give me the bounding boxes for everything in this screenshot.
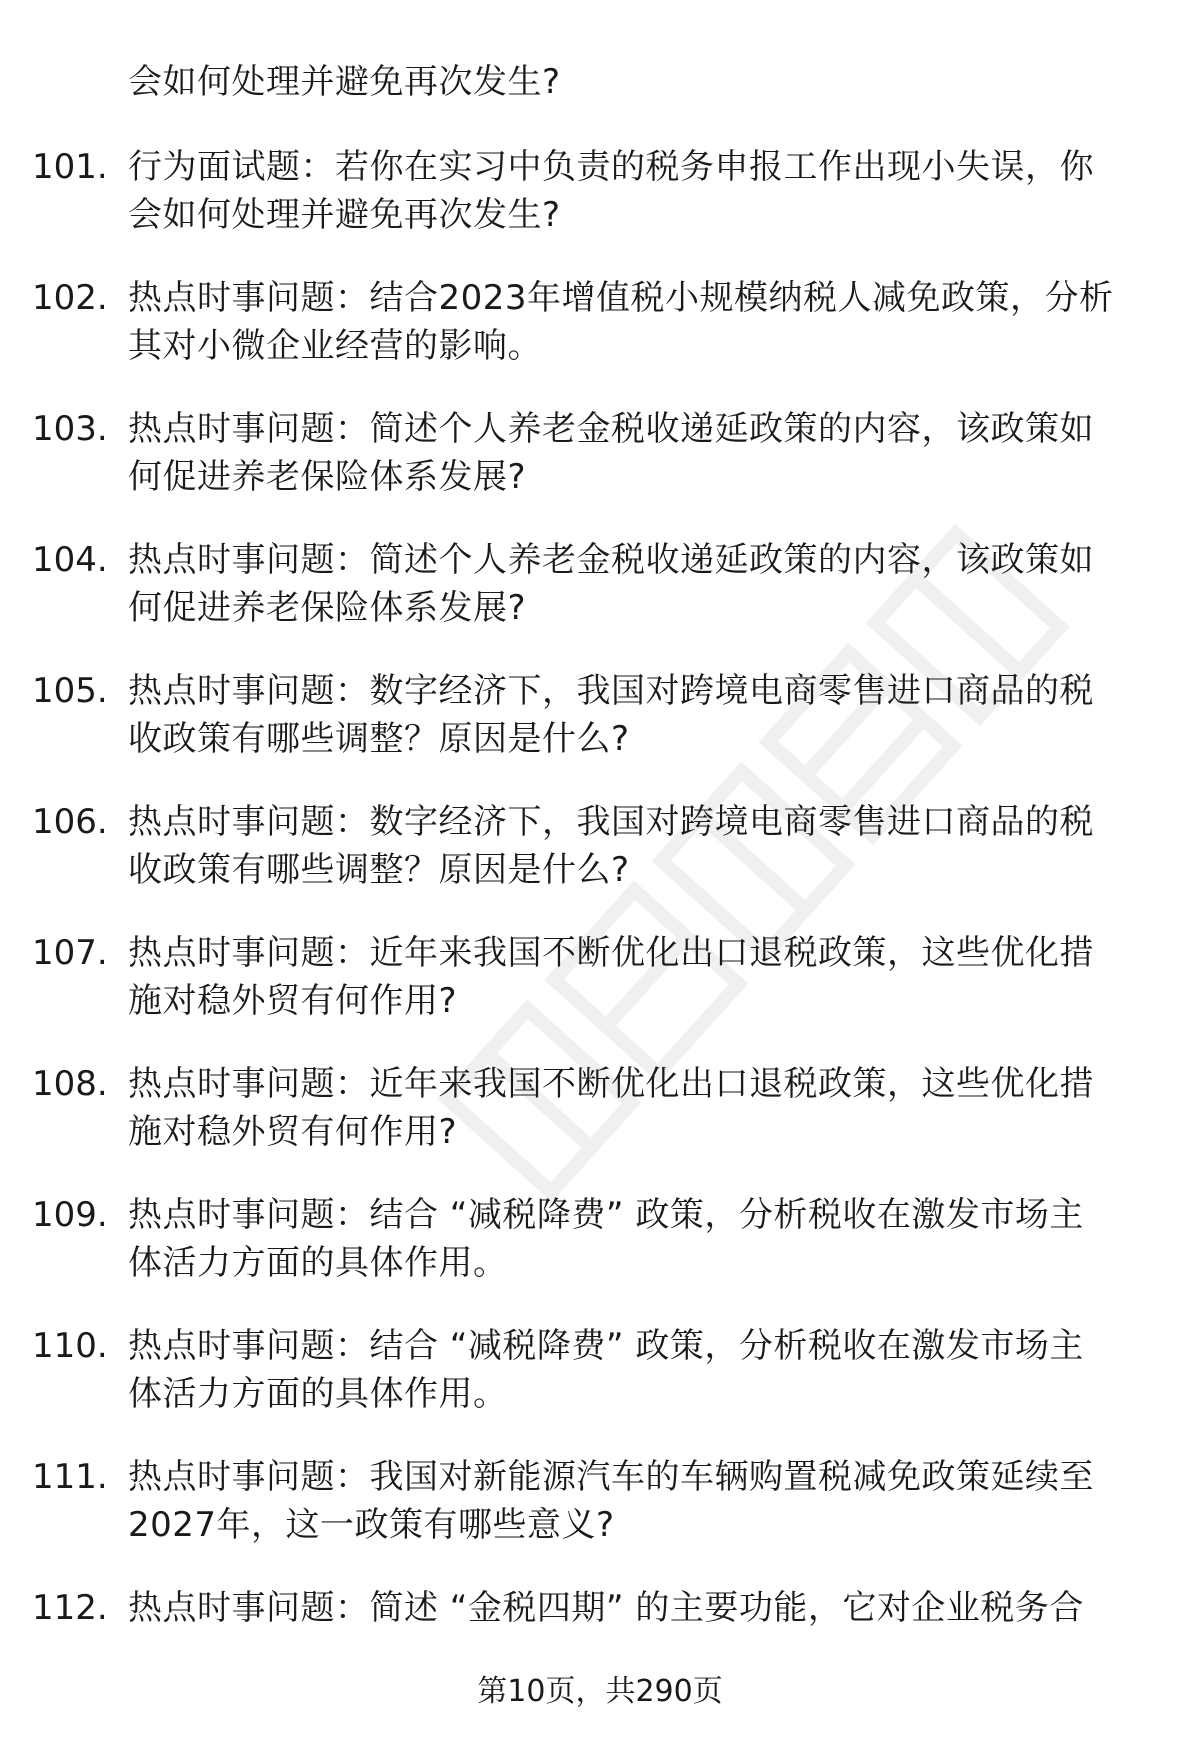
question-text	[128, 143, 1148, 239]
question-item	[0, 929, 1200, 1060]
question-line: 施对稳外贸有何作用?	[128, 1112, 458, 1152]
question-line: 收政策有哪些调整？原因是什么?	[128, 719, 630, 759]
question-line: 热点时事问题：简述个人养老金税收递延政策的内容，该政策如	[128, 540, 1094, 580]
question-number: 112.	[32, 1588, 108, 1628]
question-text	[128, 667, 1148, 763]
question-text	[128, 405, 1148, 501]
question-number: 108.	[32, 1064, 108, 1104]
continuation-line: 会如何处理并避免再次发生?	[128, 62, 561, 102]
question-line: 热点时事问题：简述 “金税四期” 的主要功能，它对企业税务合	[128, 1588, 1084, 1628]
question-line: 热点时事问题：简述个人养老金税收递延政策的内容，该政策如	[128, 409, 1094, 449]
question-line: 热点时事问题：结合2023年增值税小规模纳税人减免政策，分析	[128, 278, 1114, 318]
question-line: 收政策有哪些调整？原因是什么?	[128, 850, 630, 890]
question-item	[0, 143, 1200, 274]
question-text	[128, 1584, 1148, 1632]
question-text	[128, 274, 1148, 370]
question-text	[128, 1191, 1148, 1287]
question-text	[128, 798, 1148, 894]
question-line: 行为面试题：若你在实习中负责的税务申报工作出现小失误，你	[128, 147, 1094, 187]
question-line: 热点时事问题：数字经济下，我国对跨境电商零售进口商品的税	[128, 802, 1094, 842]
question-number: 105.	[32, 671, 108, 711]
question-number: 111.	[32, 1457, 108, 1497]
question-line: 其对小微企业经营的影响。	[128, 326, 542, 366]
question-item	[0, 667, 1200, 798]
question-line: 热点时事问题：近年来我国不断优化出口退税政策，这些优化措	[128, 933, 1094, 973]
question-list	[0, 143, 1200, 1715]
question-number: 110.	[32, 1326, 108, 1366]
question-item	[0, 274, 1200, 405]
question-line: 体活力方面的具体作用。	[128, 1243, 508, 1283]
question-text	[128, 929, 1148, 1025]
question-line: 体活力方面的具体作用。	[128, 1374, 508, 1414]
question-line: 热点时事问题：近年来我国不断优化出口退税政策，这些优化措	[128, 1064, 1094, 1104]
question-number: 101.	[32, 147, 108, 187]
question-item	[0, 1453, 1200, 1584]
page-footer: 第10页，共290页	[477, 1674, 723, 1709]
question-line: 2027年，这一政策有哪些意义?	[128, 1505, 615, 1545]
question-number: 109.	[32, 1195, 108, 1235]
question-line: 何促进养老保险体系发展?	[128, 457, 527, 497]
question-line: 热点时事问题：我国对新能源汽车的车辆购置税减免政策延续至	[128, 1457, 1094, 1497]
question-item	[0, 1322, 1200, 1453]
question-line: 会如何处理并避免再次发生?	[128, 195, 561, 235]
question-number: 104.	[32, 540, 108, 580]
question-number: 107.	[32, 933, 108, 973]
question-number: 106.	[32, 802, 108, 842]
question-text	[128, 1453, 1148, 1549]
question-line: 何促进养老保险体系发展?	[128, 588, 527, 628]
question-item	[0, 798, 1200, 929]
question-number: 103.	[32, 409, 108, 449]
question-line: 热点时事问题：结合 “减税降费” 政策，分析税收在激发市场主	[128, 1195, 1084, 1235]
question-item	[0, 1191, 1200, 1322]
question-line: 施对稳外贸有何作用?	[128, 981, 458, 1021]
question-item	[0, 536, 1200, 667]
question-text	[128, 1322, 1148, 1418]
question-text	[128, 1060, 1148, 1156]
question-item	[0, 405, 1200, 536]
question-item	[0, 1060, 1200, 1191]
question-text	[128, 536, 1148, 632]
question-number: 102.	[32, 278, 108, 318]
question-line: 热点时事问题：结合 “减税降费” 政策，分析税收在激发市场主	[128, 1326, 1084, 1366]
question-line: 热点时事问题：数字经济下，我国对跨境电商零售进口商品的税	[128, 671, 1094, 711]
